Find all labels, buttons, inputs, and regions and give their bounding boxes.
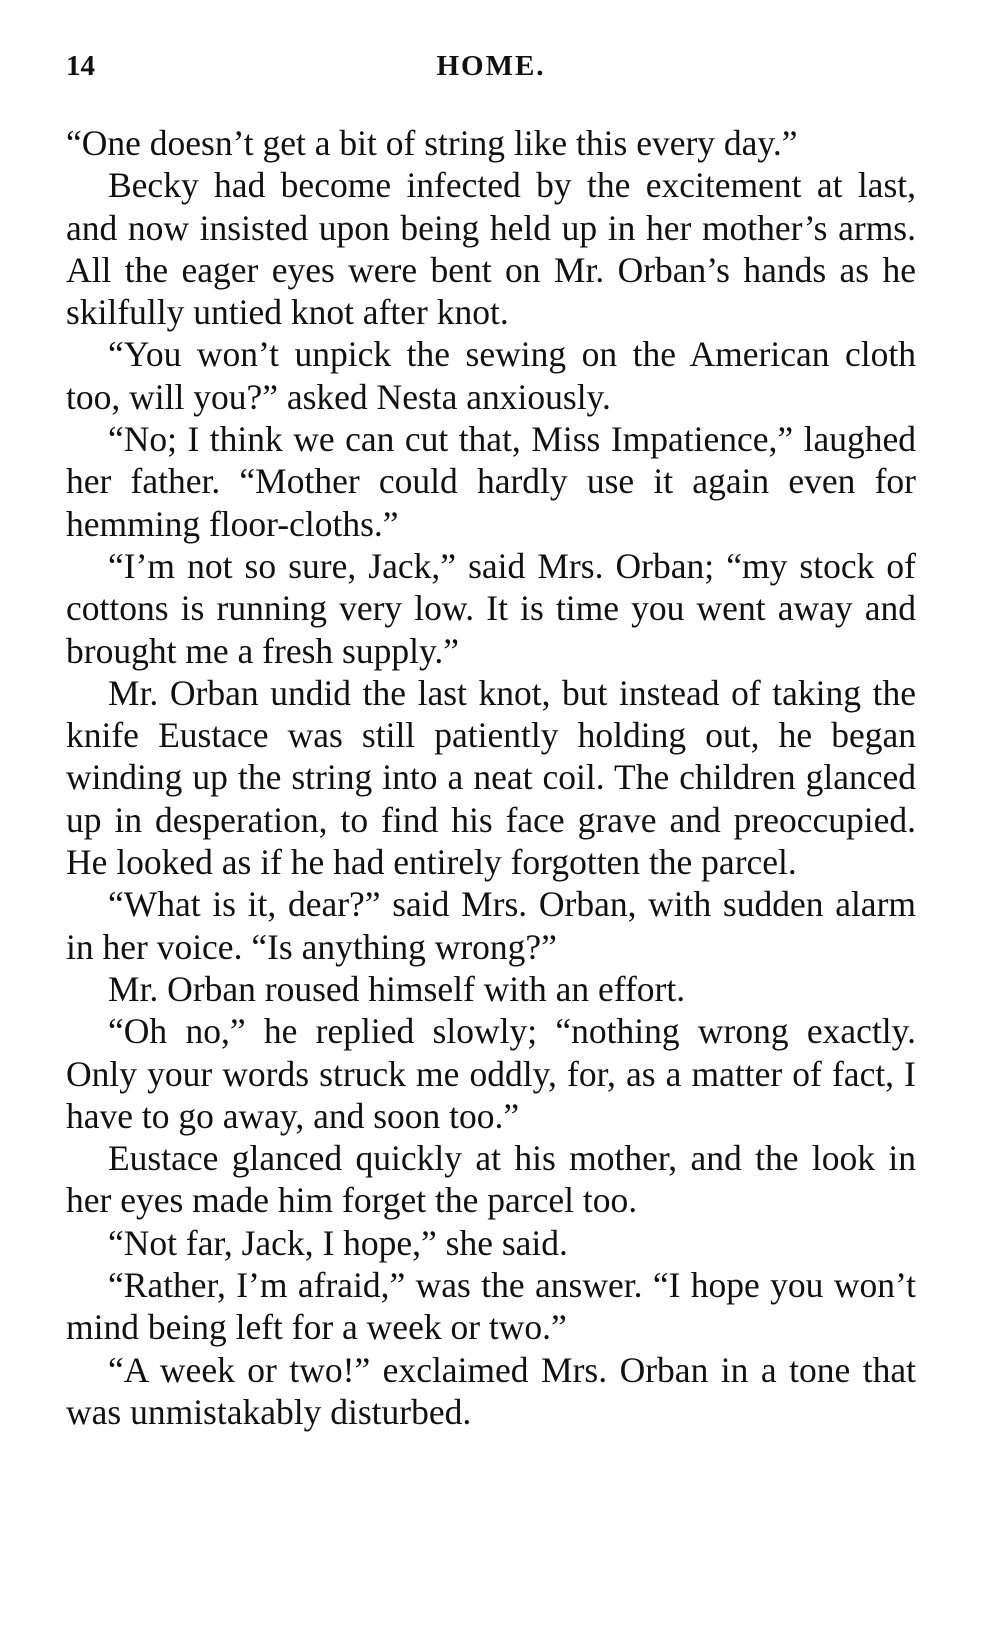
- paragraph: Mr. Orban undid the last knot, but instead of taking the knife Eustace was still patiently holding out, he began winding up the string into a neat coil. The children glanced up in desperation, to find his face grave and preoccupied. He looked as if he had entirely forgotten the parcel.: [66, 672, 916, 883]
- paragraph: “Not far, Jack, I hope,” she said.: [108, 1222, 568, 1263]
- paragraph: “One doesn’t get a bit of string like this every day.”: [66, 123, 798, 163]
- body-text: [66, 122, 916, 1433]
- page-number: 14: [66, 50, 95, 82]
- paragraph: Mr. Orban roused himself with an effort.: [108, 968, 686, 1009]
- page-header: [66, 50, 916, 98]
- paragraph: “You won’t unpick the sewing on the American cloth too, will you?” asked Nesta anxiously.: [66, 334, 916, 417]
- paragraph: “Oh no,” he replied slowly; “nothing wrong exactly. Only your words struck me oddly, for, as a matter of fact, I have to go away, and soon too.”: [66, 1011, 916, 1136]
- paragraph: “No; I think we can cut that, Miss Impatience,” laughed her father. “Mother could hardly use it again even for hemming floor-cloths.”: [66, 419, 916, 544]
- paragraph: Eustace glanced quickly at his mother, and the look in her eyes made him forget the parcel too.: [66, 1138, 916, 1221]
- running-title: HOME.: [436, 50, 546, 82]
- paragraph: “What is it, dear?” said Mrs. Orban, with sudden alarm in her voice. “Is anything wrong?”: [66, 884, 916, 967]
- book-page: [66, 50, 916, 1433]
- paragraph: Becky had become infected by the excitement at last, and now insisted upon being held up in her mother’s arms. All the eager eyes were bent on Mr. Orban’s hands as he skilfully untied knot after knot.: [66, 165, 916, 333]
- paragraph: “Rather, I’m afraid,” was the answer. “I hope you won’t mind being left for a week or two.”: [66, 1265, 916, 1348]
- paragraph: “A week or two!” exclaimed Mrs. Orban in a tone that was unmistakably disturbed.: [66, 1349, 916, 1432]
- paragraph: “I’m not so sure, Jack,” said Mrs. Orban; “my stock of cottons is running very low. It is time you went away and brought me a fresh supply.”: [66, 545, 916, 671]
